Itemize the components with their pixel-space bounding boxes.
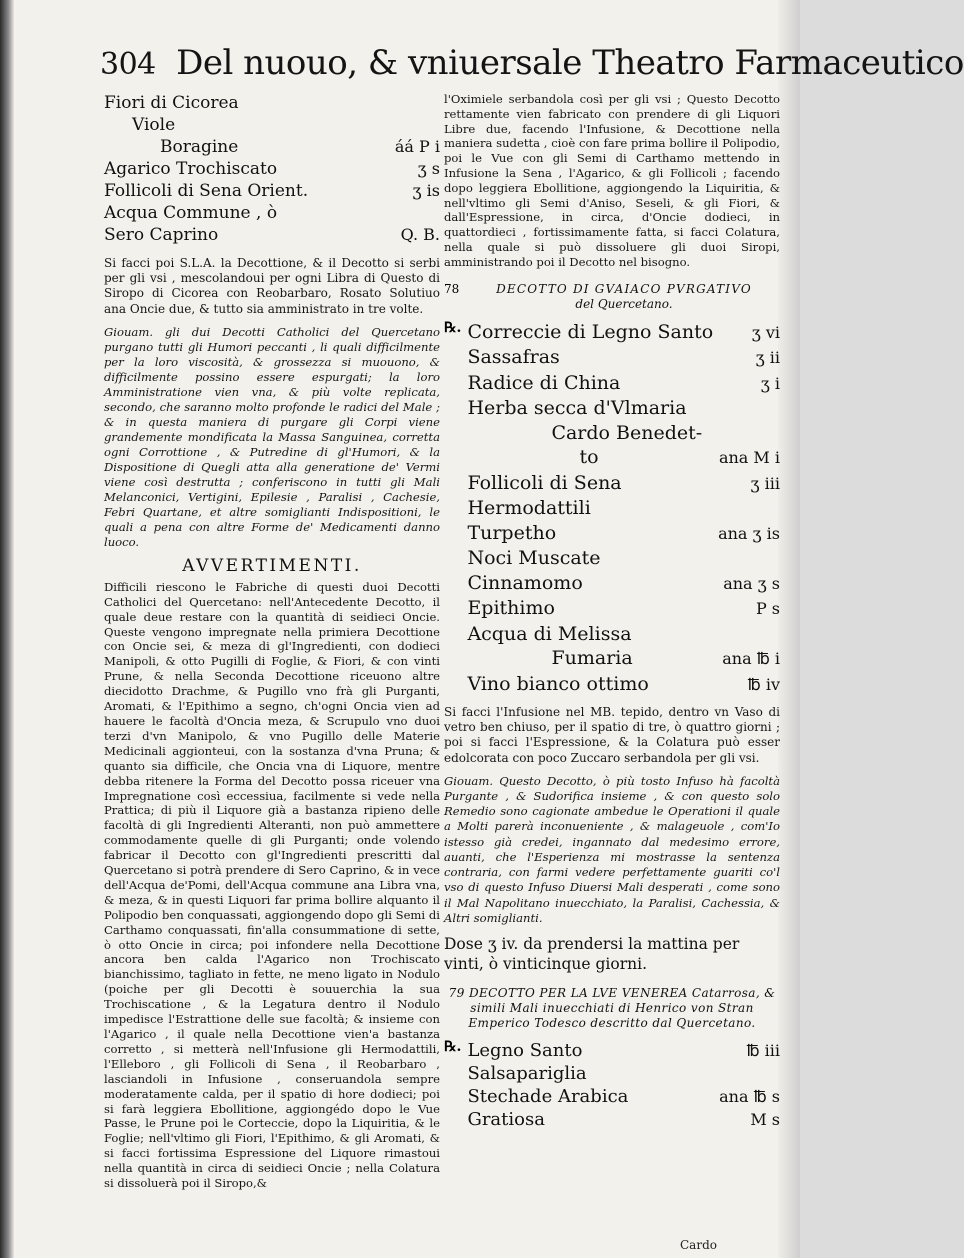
- recipe-row: [467, 1062, 780, 1085]
- recipe-row: [104, 92, 440, 114]
- recipe-row: [104, 202, 440, 224]
- recipe-row: [104, 136, 440, 158]
- ingredient-quantity: ℔ iv: [747, 674, 780, 694]
- ingredient-name: Correccie di Legno Santo: [467, 320, 714, 343]
- ingredient-name: Vino bianco ottimo: [467, 672, 649, 695]
- recipe-row: [104, 114, 440, 136]
- left-column: [104, 92, 440, 1252]
- ingredient-quantity: ana ℔ s: [719, 1086, 780, 1106]
- ingredient-name: Sero Caprino: [104, 225, 219, 245]
- ingredient-quantity: ana M i: [718, 448, 780, 468]
- recipe-78-heading: [444, 282, 780, 312]
- recipe-row: [467, 521, 780, 547]
- ingredient-name: Fumaria: [551, 647, 633, 670]
- ingredient-name: Viole: [132, 115, 176, 135]
- paragraph-infusione: Si facci l'Infusione nel MB. tepido, dentro vn Vaso di vetro ben chiuso, per il spatio di tre, ò quattro giorni ; poi si facci l'Espressione, & la Colatura può esser edolcorata con poco Zuccaro serbandola per gli vsi.: [444, 705, 780, 765]
- ingredient-name: Turpetho: [467, 521, 557, 544]
- ingredient-quantity: ana ʒ is: [718, 523, 780, 543]
- recipe-row: [467, 471, 780, 497]
- recipe-row: [467, 1108, 780, 1131]
- ingredient-quantity: áá P i: [394, 137, 440, 156]
- recipe-row: [467, 371, 780, 397]
- recipe-row: [467, 345, 780, 371]
- recipe-78: [444, 320, 780, 698]
- catchword: Cardo: [680, 1238, 717, 1252]
- ingredient-name: Epithimo: [467, 597, 555, 620]
- ingredient-quantity: ana ʒ s: [723, 573, 780, 593]
- ingredient-name: Sassafras: [467, 346, 560, 369]
- recipe-row: [467, 646, 780, 672]
- recipe-row: [467, 546, 780, 571]
- recipe-row: [467, 1039, 780, 1062]
- ingredient-name: to: [579, 446, 599, 469]
- ingredient-name: Gratiosa: [467, 1108, 545, 1130]
- ingredient-name: Follicoli di Sena Orient.: [104, 181, 309, 201]
- running-head: [100, 40, 964, 86]
- paragraph-giouam-catholici: Giouam. gli dui Decotti Catholici del Quercetano purgano tutti gli Humori peccanti , li quali difficilmente per la loro viscosità, & grossezza si muouono, & difficilmente possino essere espurgati; la loro Amministratione vien vna, & più volte replicata, secondo, che saranno molto profonde le radici del Male ; & in questa maniera di purgare gli Corpi viene grandemente mondificata la Massa Sanguinea, corretta ogni Corrottione , & Putredine di gl'Humori, & la Dispositione di Quegli atta alla generatione de' Vermi viene così destrutta ; conferiscono in tutti gli Mali Melanconici, Vertigini, Epilesie , Paralisi , Cachesie, Febri Quartane, et altre somiglianti Indispositioni, le quali a pena con altre Forme de' Medicamenti danno luoco.: [104, 324, 440, 549]
- ingredient-quantity: ʒ i: [760, 373, 780, 393]
- recipe-row: [467, 672, 780, 698]
- ingredient-quantity: M s: [750, 1109, 780, 1129]
- running-title: Del nuouo, & vniuersale Theatro Farmaceutico: [176, 43, 964, 83]
- recipe-78-title: DECOTTO DI GVAIACO PVRGATIVO: [496, 281, 752, 296]
- paragraph-avvertimenti: Difficili riescono le Fabriche di questi duoi Decotti Catholici del Quercetano: nell'Antecedente Decotto, il quale deue restare con la quantità di seidieci Oncie. Queste vengono impregnate nella primiera Decottione con Oncie sei, & meza di gl'Ingredienti, con dodieci Manipoli, & otto Pugilli di Foglie, & Fiori, & con vinti Prune, & nella Seconda Decottione riceuono altre diecidotto Drachme, & Pugillo vno frà gli Purganti, Aromati, & l'Epithimo a segno, ch'ogni Oncia vien ad hauere le facoltà d'Oncia meza, & Scrupulo vno duoi terzi d'vn Manipolo, & vno Pugillo delle Materie Medicinali aggionteui, con la sostanza d'vna Pruna; & quanto sia difficile, che Oncia vna di Liquore, mentre debba ritenere la Forma del Decotto possa riceuer vna Impregnatione così eccessiua, facilmente si vede nella Prattica; di più il Liquore già a bastanza ripieno delle facoltà di gli Ingredienti Alteranti, non può ammettere commodamente quelle di gli Purganti; onde volendo fabricar il Decotto con gl'Ingredienti prescritti dal Quercetano si potrà prendere di Sero Caprino, & in vece dell'Acqua de'Pomi, dell'Acqua commune ana Libra vna, & meza, & in questi Liquori far prima bollire alquanto il Polipodio ben conquassati, aggiongendo dopo gli Semi di Carthamo conquassati, fin'alla consummatione di sette, ò otto Oncie in circa; poi infondere nella Decottione ancora ben calda l'Agarico non Trochiscato bianchissimo, tagliato in fette, ne meno ligato in Nodulo (poiche per gli Decotti è souuerchia la sua Trochiscatione , & la Legatura dentro il Nodulo impedisce l'Estrattione delle sue facoltà; & insieme con l'Agarico , il quale nella Decottione vien'a bastanza corretto , si metterà nell'Infusione gli Hermodattili, l'Elleboro , gli Follicoli di Sena , il Reobarbaro , lasciandoli in Infusione , conseruandola sempre moderatamente calda, per il spatio di hore dodieci; poi si farà leggiera Ebollitione, aggiongédo dopo le Vue Passe, le Prune poi le Corteccie, dopo la Liquiritia, & le Foglie; nell'vltimo gli Fiori, l'Epithimo, & gli Aromati, & si facci fortissima Espressione del Liquore rimastoui nella quantità in circa di seidieci Oncie ; nella Colatura si dissoluerà poi il Siropo,&: [104, 579, 440, 1191]
- ingredient-quantity: ʒ s: [417, 159, 440, 178]
- ingredient-name: Acqua di Melissa: [467, 622, 632, 645]
- ingredient-name: Herba secca d'Vlmaria: [467, 397, 687, 420]
- recipe-row: [467, 1085, 780, 1108]
- paragraph-decottione: Si facci poi S.L.A. la Decottione, & il Decotto si serbi per gli vsi , mescolandoui per ogni Libra di Questo di Siropo di Cicorea con Reobarbaro, Rosato Solutiuo ana Oncie due, & tutto sia amministrato in tre volte.: [104, 256, 440, 316]
- ingredient-name: Hermodattili: [467, 497, 591, 520]
- recipe-79: [444, 1039, 780, 1131]
- ingredient-quantity: ana ℔ i: [722, 649, 780, 669]
- recipe-row: [467, 571, 780, 597]
- ingredient-quantity: ʒ vi: [751, 322, 780, 342]
- ingredient-quantity: P s: [755, 599, 780, 619]
- ingredient-quantity: ℔ iii: [746, 1040, 780, 1060]
- recipe-row: [467, 421, 780, 446]
- recipe-row: [104, 158, 440, 180]
- page-edge: [778, 0, 800, 1258]
- ingredient-name: Legno Santo: [467, 1039, 583, 1061]
- paragraph-oximiele: l'Oximiele serbandola così per gli vsi ; Questo Decotto rettamente vien fabricato con prendere di gli Liquori Libre due, facendo l'Infusione, & Decottione nella maniera sudetta , cioè con fare prima bollire il Polipodio, poi le Vue con gli Semi di Carthamo mettendo in Infusione la Sena , l'Agarico, & gli Follicoli ; facendo dopo leggiera Ebollitione, aggiongendo la Liquiritia, & nell'vltimo gli Semi d'Aniso, Seseli, & gli Fiori, & dall'Espressione, in circa, d'Oncie dodieci, in quattordieci , fortissimamente fatta, si facci Colatura, nella quale si può dissoluere gli duoi Siropi, amministrando poi il Decotto nel bisogno.: [444, 92, 780, 269]
- ingredient-quantity: ʒ ii: [755, 348, 780, 368]
- recipe-row: [467, 396, 780, 421]
- recipe-78-number: 78: [444, 281, 460, 296]
- ingredient-quantity: ʒ is: [412, 181, 440, 200]
- right-column: [444, 92, 780, 1252]
- ingredient-name: Agarico Trochiscato: [104, 159, 278, 179]
- ingredient-name: Noci Muscate: [467, 547, 601, 570]
- recipe-row: [467, 445, 780, 471]
- ingredient-name: Fiori di Cicorea: [104, 93, 239, 113]
- recipe-row: [104, 180, 440, 202]
- ingredient-quantity: ʒ iii: [750, 473, 780, 493]
- ingredient-name: Boragine: [160, 137, 239, 157]
- ingredient-name: Salsapariglia: [467, 1062, 587, 1084]
- avvertimenti-heading: AVVERTIMENTI.: [182, 555, 362, 576]
- ingredient-name: Acqua Commune , ò: [104, 203, 278, 223]
- recipe-symbol: ℞.: [444, 319, 462, 336]
- recipe-78-subtitle: del Quercetano.: [575, 296, 673, 311]
- page-number: 304: [100, 47, 156, 82]
- recipe-row: [467, 496, 780, 521]
- paragraph-giouam-decotto: Giouam. Questo Decotto, ò più tosto Infuso hà facoltà Purgante , & Sudorifica insieme , & con questo solo Remedio sono cagionate ambedue le Operationi il quale a Molti parerà inconueniente , & malageuole , com'Io istesso già credei, ingannato dal medesimo errore, auanti, che l'Esperienza mi mostrasse la sentenza contraria, con farmi vedere perfettamente guariti co'l vso di questo Infuso Diuersi Mali desperati , come sono il Mal Napolitano inuecchiato, la Paralisi, Cachessia, & Altri somiglianti.: [444, 773, 780, 925]
- recipe-row: [467, 320, 780, 346]
- ingredient-name: Follicoli di Sena: [467, 471, 622, 494]
- recipe-79-title: 79 DECOTTO PER LA LVE VENEREA Catarrosa, & simili Mali inuecchiati di Henrico von Stran Emperico Todesco descritto dal Quercetano.: [448, 985, 776, 1030]
- ingredient-name: Cardo Benedet-: [551, 421, 703, 444]
- recipe-ingredients-a: [104, 92, 440, 246]
- ingredient-name: Radice di China: [467, 371, 621, 394]
- recipe-ingredients-b: [467, 320, 780, 698]
- recipe-row: [104, 224, 440, 246]
- ingredient-name: Cinnamomo: [467, 571, 583, 594]
- page-gutter-shadow: [0, 0, 14, 1258]
- ingredient-name: Stechade Arabica: [467, 1085, 629, 1107]
- recipe-ingredients-c: [467, 1039, 780, 1131]
- recipe-symbol-79: ℞.: [444, 1038, 462, 1055]
- recipe-row: [467, 596, 780, 622]
- ingredient-quantity: Q. B.: [400, 225, 440, 244]
- recipe-row: [467, 622, 780, 647]
- dose-instruction: Dose ʒ iv. da prendersi la mattina per vinti, ò vinticinque giorni.: [444, 934, 740, 973]
